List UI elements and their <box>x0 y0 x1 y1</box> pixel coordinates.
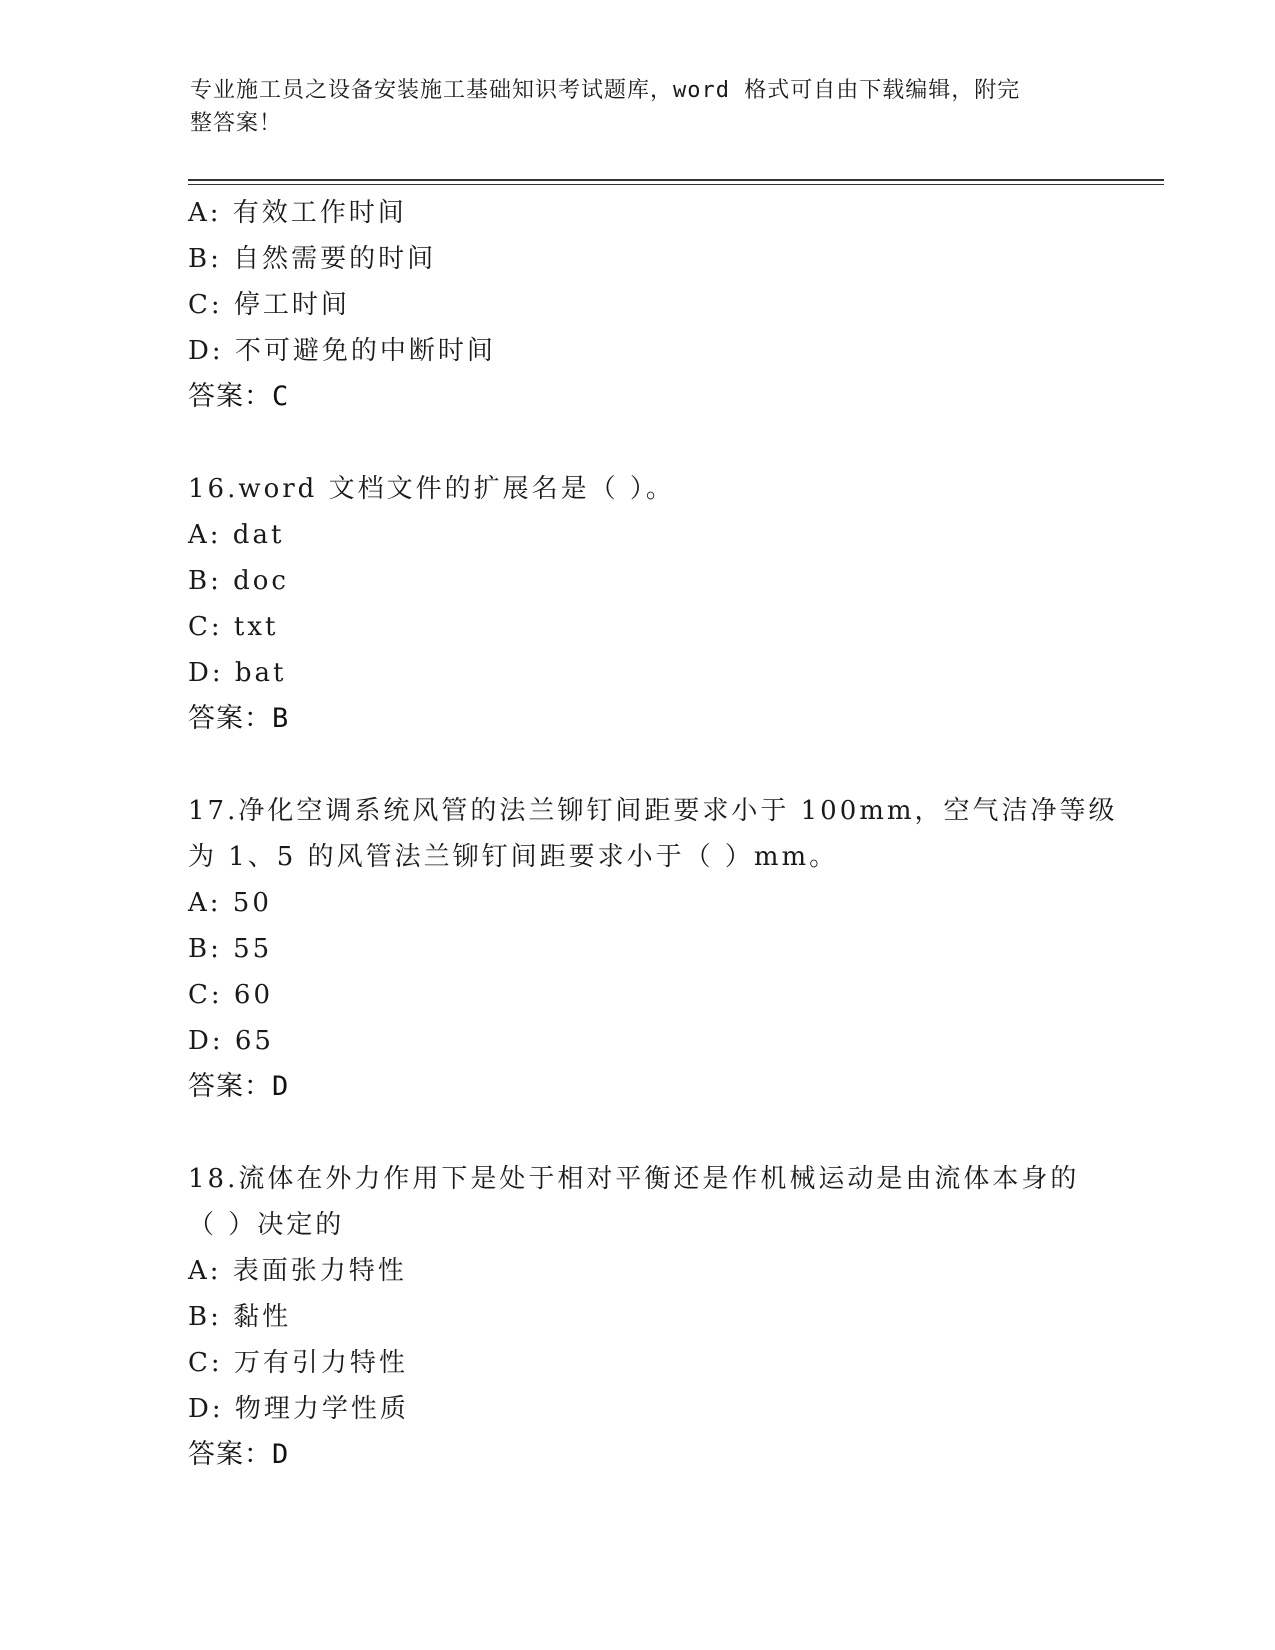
option-c: C: txt <box>188 612 279 642</box>
question-stem-line-2: 为 1、5 的风管法兰铆钉间距要求小于（ ）mm。 <box>188 842 839 872</box>
answer-line: 答案：B <box>188 703 290 734</box>
document-header <box>190 74 1090 140</box>
option-a: A: 50 <box>188 888 272 918</box>
option-c: C: 停工时间 <box>188 290 350 320</box>
question-stem-line-1: 18.流体在外力作用下是处于相对平衡还是作机械运动是由流体本身的 <box>188 1164 1080 1194</box>
question-stem-line-1: 17.净化空调系统风管的法兰铆钉间距要求小于 100mm，空气洁净等级 <box>188 796 1118 826</box>
option-a: A: dat <box>188 520 285 550</box>
option-c: C: 万有引力特性 <box>188 1348 408 1378</box>
question-stem: 16.word 文档文件的扩展名是（ ）。 <box>188 474 675 504</box>
option-b: B: doc <box>188 566 289 596</box>
question-17 <box>188 788 1118 1110</box>
header-rule-thin <box>188 184 1164 185</box>
question-16 <box>188 466 1088 742</box>
option-b: B: 55 <box>188 934 273 964</box>
question-15 <box>188 190 1088 420</box>
answer-line: 答案：C <box>188 381 290 412</box>
spacer <box>188 742 1088 788</box>
answer-line: 答案：D <box>188 1071 290 1102</box>
option-b: B: 黏性 <box>188 1302 292 1332</box>
option-c: C: 60 <box>188 980 274 1010</box>
option-d: D: bat <box>188 658 287 688</box>
option-d: D: 65 <box>188 1026 274 1056</box>
option-a: A: 有效工作时间 <box>188 198 407 228</box>
answer-line: 答案：D <box>188 1439 290 1470</box>
option-d: D: 物理力学性质 <box>188 1394 409 1424</box>
spacer <box>188 420 1088 466</box>
option-a: A: 表面张力特性 <box>188 1256 407 1286</box>
question-18 <box>188 1156 1088 1478</box>
option-b: B: 自然需要的时间 <box>188 244 437 274</box>
question-list <box>188 190 1118 1478</box>
header-line-1: 专业施工员之设备安装施工基础知识考试题库，word 格式可自由下载编辑，附完 <box>190 78 1021 103</box>
header-rule-thick <box>188 179 1164 181</box>
option-d: D: 不可避免的中断时间 <box>188 336 496 366</box>
question-stem-line-2: （ ）决定的 <box>188 1210 345 1240</box>
header-line-2: 整答案！ <box>190 111 283 136</box>
spacer <box>188 1110 1088 1156</box>
